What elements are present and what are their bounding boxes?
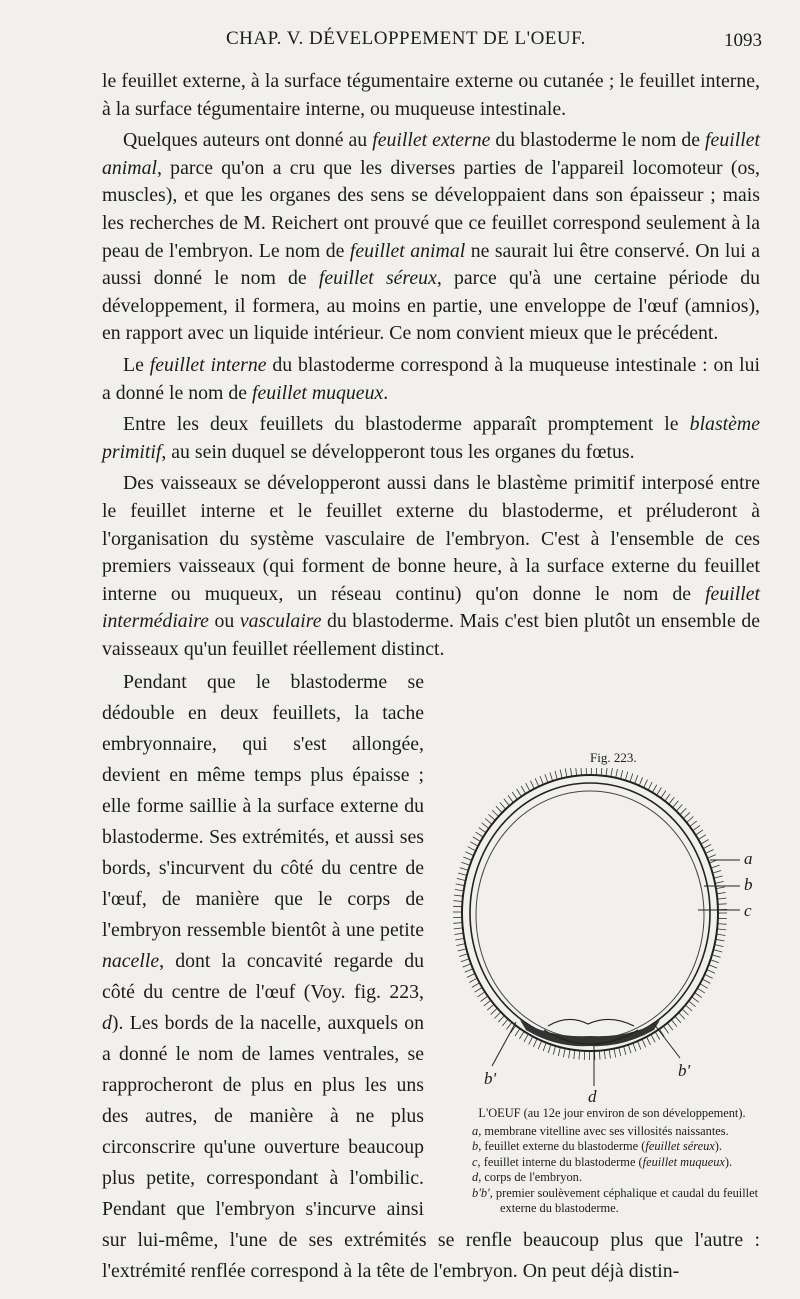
villus — [657, 788, 662, 796]
villus — [680, 808, 686, 814]
text-run: Des vaisseaux se développeront aussi dans le blastème primitif interposé entre le feuillet interne et le feuillet externe du blastoderme, et préluderont à l'organisation du système vasculaire de l'embryon. C'est à l'ensemble de ces premiers vaisseaux (qui forment de bonne heure, à la surface externe du feuillet interne ou muqueux, un réseau continu) qu'on donne le nom de — [102, 472, 760, 605]
text-run: Quelques auteurs ont donné au — [123, 129, 373, 152]
inner-blastoderm-layer — [476, 791, 704, 1039]
villus — [456, 884, 465, 886]
running-title: CHAP. V. DÉVELOPPEMENT DE L'OEUF. — [226, 28, 586, 49]
villus — [491, 1008, 498, 1014]
villus — [455, 933, 464, 934]
villus — [576, 768, 577, 776]
villus — [616, 769, 618, 778]
text-run: ). Les bords de la nacelle, auxquels on a donné le nom de lames ventrales, se rapprocheront de plus en plus les uns des autres, de manière à ne plus circonscrire qu'une ouverture beaucoup plus petite, correspondant à l'ombilic. Pendant que l'embryon s'incurve ainsi sur lui-même, l'une de ses extrémités se renfle beaucoup plus que l'autre : l'extrémité renflée correspond à la tête de l'embryon. On peut déjà distin- — [102, 1012, 760, 1283]
villus — [579, 1051, 580, 1060]
italic-term: feuillet intermédiaire — [102, 582, 760, 633]
villus — [465, 852, 473, 856]
villus — [461, 862, 470, 865]
villus — [550, 772, 553, 781]
villus — [512, 792, 517, 799]
villus — [639, 777, 642, 785]
legend-italic: feuillet séreux — [645, 1139, 715, 1153]
villus — [630, 773, 633, 782]
villus — [652, 785, 656, 793]
villus — [651, 1034, 655, 1042]
villus — [482, 823, 489, 829]
villus — [619, 1048, 621, 1057]
villus — [675, 1016, 681, 1023]
villus — [526, 783, 530, 791]
legend-text: corps de l'embryon. — [481, 1170, 582, 1184]
caption-title-sc: L'OEUF — [478, 1106, 521, 1120]
legend-item — [456, 1139, 768, 1155]
legend-key: b'b', — [472, 1185, 493, 1200]
villus — [540, 776, 543, 784]
legend-text: membrane vitelline avec ses villosités naissantes. — [481, 1123, 729, 1138]
villus — [533, 1039, 537, 1047]
villus — [665, 794, 670, 801]
villus — [479, 827, 486, 832]
villus — [560, 770, 562, 779]
caption-legend — [456, 1124, 768, 1217]
villus — [671, 1020, 677, 1027]
villus — [604, 1050, 605, 1059]
figure-caption — [456, 1106, 768, 1217]
italic-term: feuillet animal — [349, 239, 466, 262]
villus — [543, 1043, 546, 1051]
villus — [717, 893, 726, 894]
villus — [470, 842, 478, 846]
villus — [716, 939, 725, 941]
villus — [644, 780, 648, 788]
villus — [506, 1022, 512, 1029]
villus — [478, 992, 485, 997]
villus — [458, 873, 467, 875]
legend-italic: feuillet muqueux — [642, 1154, 725, 1169]
villus — [707, 970, 715, 974]
villus — [459, 954, 468, 957]
italic-term: feuillet séreux — [318, 267, 437, 290]
text-run: le feuillet externe, à la surface tégumentaire externe ou cutanée ; le feuillet interne, à la surface tégumentaire interne, ou muqueuse intestinale. — [102, 70, 760, 120]
villus — [663, 1026, 668, 1033]
vitelline-membrane — [462, 775, 718, 1051]
villus — [465, 969, 473, 973]
marker-b: b — [744, 875, 753, 894]
villus — [690, 821, 697, 827]
marker-b-prime-left: b' — [484, 1069, 497, 1088]
villus — [521, 786, 526, 794]
villus — [485, 819, 492, 825]
villus — [599, 1051, 600, 1060]
legend-key: b, — [472, 1139, 482, 1153]
villus — [713, 950, 722, 952]
text-run: , dont la concavité regarde du côté du centre de l'œuf (Voy. fig. 223, — [102, 950, 424, 1004]
villus — [717, 934, 726, 935]
figure-label: Fig. 223. — [590, 750, 637, 765]
villus — [715, 945, 724, 947]
text-run: , parce qu'à une certaine période du développement, il formera, au moins en partie, une enveloppe de l'œuf (amnios), en rapport avec un liquide intérieur. Ce nom convient mieux que le précédent. — [102, 267, 760, 345]
legend-key: c, — [472, 1154, 481, 1169]
paragraph-1 — [102, 127, 760, 348]
villus — [519, 1031, 524, 1039]
marker-a: a — [744, 849, 753, 868]
italic-term: nacelle — [102, 950, 160, 973]
villus — [454, 928, 463, 929]
villus — [460, 868, 469, 871]
italic-term: d — [102, 1012, 112, 1035]
villus — [454, 895, 463, 896]
villus — [495, 1012, 501, 1019]
caption-title-rest: (au 12e jour environ de son développement). — [520, 1106, 746, 1120]
villus — [524, 1034, 528, 1042]
villus — [529, 1036, 533, 1044]
villus — [489, 814, 496, 820]
villus — [472, 983, 480, 988]
egg-illustration — [448, 768, 768, 1108]
legend-key: a, — [472, 1123, 482, 1138]
villus — [504, 799, 510, 806]
villus — [548, 1044, 551, 1053]
villus — [456, 944, 465, 946]
villus — [571, 768, 572, 776]
legend-item — [456, 1124, 768, 1140]
villus — [455, 890, 464, 891]
villus — [498, 1016, 504, 1023]
villus — [714, 876, 723, 878]
villus — [717, 929, 726, 930]
running-header — [102, 28, 762, 58]
legend-end: ). — [724, 1154, 733, 1169]
paragraph-4 — [102, 470, 760, 663]
villus — [545, 774, 548, 783]
villus — [492, 810, 498, 816]
villus — [468, 847, 476, 851]
villus — [716, 887, 725, 889]
villus — [676, 804, 682, 811]
paragraph-3 — [102, 411, 760, 466]
villus — [679, 1013, 685, 1020]
villus — [574, 1050, 575, 1059]
italic-term: feuillet animal — [102, 129, 760, 179]
villus — [555, 771, 557, 780]
villus — [685, 1005, 692, 1011]
villus — [667, 1023, 672, 1030]
villus — [467, 974, 475, 978]
villus — [624, 1046, 626, 1055]
villus — [635, 775, 638, 784]
villus — [484, 1000, 491, 1006]
villus — [621, 770, 623, 779]
italic-term: feuillet externe — [372, 129, 491, 152]
villus — [457, 878, 466, 880]
villus — [710, 960, 719, 963]
villus — [538, 1041, 541, 1049]
villus — [530, 781, 534, 789]
paragraph-0 — [102, 68, 760, 123]
villus — [502, 1019, 508, 1026]
villus — [515, 1029, 520, 1037]
villus — [638, 1041, 641, 1049]
legend-item — [456, 1186, 768, 1217]
villus — [563, 1048, 565, 1057]
caption-title — [456, 1106, 768, 1122]
villus — [581, 768, 582, 775]
villi-fringe — [453, 768, 727, 1060]
villus — [708, 855, 716, 859]
villus — [711, 865, 720, 868]
legend-item — [456, 1155, 768, 1171]
text-run: du blastoderme. Mais c'est bien plutôt un ensemble de vaisseaux qu'un feuillet réellement distinct. — [102, 610, 760, 660]
legend-text: feuillet interne du blastoderme ( — [480, 1154, 643, 1169]
villus — [713, 871, 722, 874]
villus — [463, 964, 471, 967]
legend-text: feuillet externe du blastoderme ( — [481, 1139, 646, 1153]
text-run: Pendant que le blastoderme se dédouble en deux feuillets, la tache embryonnaire, qui s'est allongée, devient en même temps plus épaisse ; elle forme saillie à la surface externe du blastoderme. Ses extrémités, et aussi ses bords, s'incurvent du côté du centre de l'œuf, de manière que le corps de l'embryon ressemble bientôt à une petite — [102, 671, 424, 942]
villus — [535, 778, 539, 786]
villus — [469, 978, 477, 982]
figure-223 — [448, 750, 768, 1220]
villus — [642, 1039, 646, 1047]
villus — [703, 844, 711, 848]
italic-term: feuillet muqueux — [251, 381, 384, 404]
villus — [701, 840, 709, 845]
villus — [565, 768, 567, 777]
villus — [683, 812, 690, 818]
text-run: , au sein duquel se développeront tous les organes du fœtus. — [161, 440, 635, 463]
villus — [454, 901, 463, 902]
marker-b-prime-right: b' — [678, 1061, 691, 1080]
italic-term: blastème primitif — [102, 413, 760, 463]
villus — [475, 987, 483, 992]
villus — [647, 1037, 651, 1045]
villus — [633, 1043, 636, 1052]
villus — [659, 1029, 664, 1037]
villus — [628, 1045, 631, 1054]
text-run: . — [383, 381, 389, 404]
villus — [712, 955, 721, 958]
villus — [693, 825, 700, 830]
text-run: , parce qu'on a cru que les diverses parties de l'appareil locomoteur (os, muscles), et que les organes des sens se développaient dans son épaisseur ; mais les recherches de M. Reichert ont prouvé que ce feuillet correspond seulement à la peau de l'embryon. Le nom de — [102, 156, 760, 262]
villus — [614, 1049, 616, 1058]
italic-term: feuillet interne — [149, 353, 267, 376]
marker-c: c — [744, 901, 752, 920]
villus — [718, 904, 727, 905]
villus — [673, 801, 679, 808]
villus — [697, 988, 705, 993]
villus — [689, 1001, 696, 1007]
villus — [669, 797, 675, 804]
villus — [696, 830, 703, 835]
villus — [705, 850, 713, 854]
villus — [487, 1004, 494, 1010]
villus — [508, 795, 513, 802]
text-run: du blastoderme correspond à la muqueuse intestinale : on lui a donné le nom de — [102, 353, 761, 404]
italic-term: vasculaire — [239, 610, 322, 633]
villus — [715, 881, 724, 883]
outer-blastoderm-layer — [470, 783, 710, 1043]
text-run: ne saurait lui être conservé. On lui a aussi donné le nom de — [102, 239, 760, 290]
villus — [461, 959, 470, 962]
villus — [606, 768, 607, 776]
villus — [496, 806, 502, 813]
legend-item — [456, 1170, 768, 1186]
villus — [601, 768, 602, 776]
villus — [517, 789, 522, 797]
villus — [473, 837, 481, 842]
villus — [611, 768, 613, 777]
text-run: du blastoderme le nom de — [490, 129, 706, 152]
villus — [661, 791, 666, 799]
villus — [698, 835, 706, 840]
page-number: 1093 — [724, 30, 762, 51]
villus — [625, 772, 628, 781]
text-run: ou — [208, 610, 240, 633]
villus — [455, 938, 464, 940]
villus — [481, 996, 488, 1001]
paragraph-2 — [102, 352, 760, 407]
villus — [655, 1032, 660, 1040]
marker-d: d — [588, 1087, 597, 1106]
villus — [453, 923, 462, 924]
text-run: Entre les deux feuillets du blastoderme apparaît promptement le — [123, 413, 690, 436]
villus — [558, 1047, 560, 1056]
villus — [700, 984, 708, 989]
villus — [476, 832, 484, 837]
villus — [717, 898, 726, 899]
text-run: Le — [123, 353, 150, 376]
villus — [687, 817, 694, 823]
villus — [609, 1049, 610, 1058]
villus — [500, 802, 506, 809]
villus — [463, 857, 471, 860]
legend-end: ). — [714, 1139, 723, 1153]
villus — [692, 997, 699, 1003]
legend-text: premier soulèvement céphalique et caudal du feuillet externe du blastoderme. — [492, 1185, 759, 1215]
villus — [569, 1049, 570, 1058]
villus — [695, 993, 702, 998]
villus — [709, 965, 717, 968]
legend-key: d, — [472, 1170, 482, 1184]
villus — [458, 949, 467, 951]
villus — [702, 979, 710, 983]
villus — [705, 974, 713, 978]
villus — [718, 924, 727, 925]
villus — [648, 782, 652, 790]
villus — [682, 1009, 688, 1015]
villus — [553, 1046, 555, 1055]
